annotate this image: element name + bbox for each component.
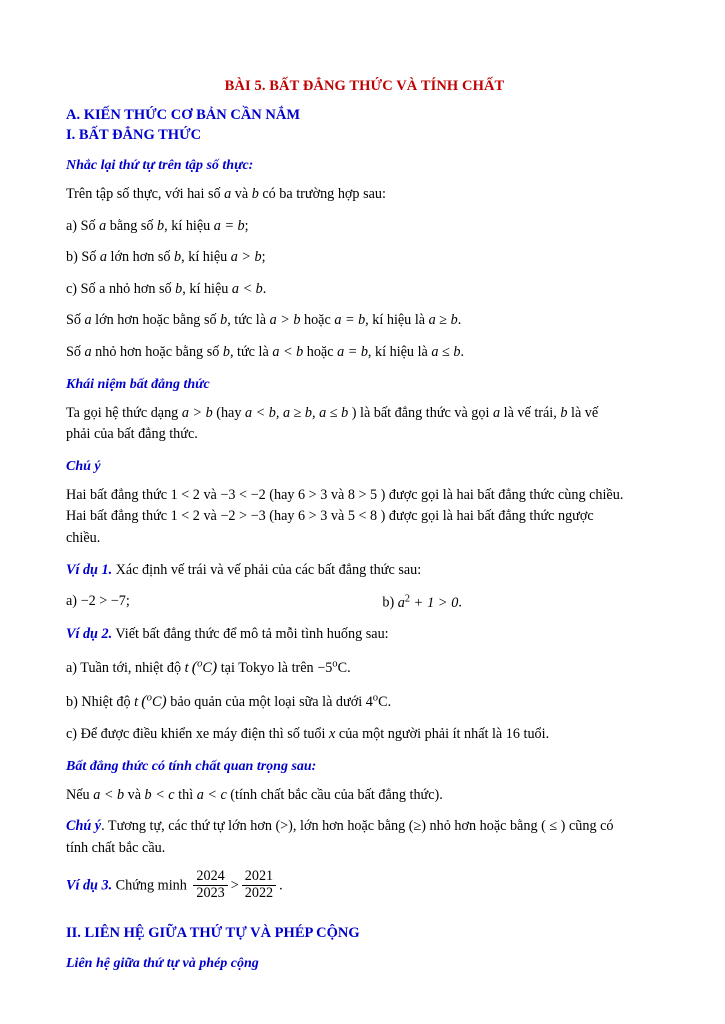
concept-var-a: a <box>492 404 501 421</box>
case-c-text-1: c) Số a nhỏ hơn số <box>66 280 176 297</box>
example-1-a-line <box>66 592 382 612</box>
le-text-1: Số <box>66 343 85 360</box>
paragraph-le-definition <box>66 343 663 363</box>
le-formula-2: a = b <box>337 343 368 360</box>
concept-formula-1: a > b <box>181 404 213 421</box>
le-formula-3: a ≤ b <box>431 343 461 360</box>
example-2-c-text-1: c) Để được điều khiển xe máy điện thì số tuổi <box>66 725 330 742</box>
fraction-1-denominator: 2023 <box>193 885 227 902</box>
case-c-var-b: b <box>175 280 183 297</box>
fraction-2-denominator: 2022 <box>242 885 276 902</box>
note2-formula-1: 1 < 2 <box>170 508 200 525</box>
prop-text-4: (tính chất bắc cầu của bất đẳng thức). <box>226 786 443 803</box>
concept-text-2: (hay <box>212 404 245 421</box>
example-1-a-end: ; <box>125 593 130 610</box>
note-2-label: Chú ý <box>66 818 102 835</box>
note2-text-1: Hai bất đẳng thức <box>66 508 171 525</box>
example-2-a-text-2: tại Tokyo là trên <box>217 660 318 677</box>
example-2-b-formula-1: t ($^o$C) <box>134 692 167 710</box>
ge-text-1: Số <box>66 312 85 329</box>
case-a-var-a: a <box>99 217 107 234</box>
paragraph-example-2-c <box>66 725 663 745</box>
example-2-b-text-1: b) Nhiệt độ <box>66 693 135 710</box>
ge-var-a: a <box>84 312 92 329</box>
case-c-end: . <box>262 280 267 297</box>
var-a: a <box>224 186 232 202</box>
case-b-text-1: b) Số <box>66 249 100 266</box>
example-2-c-var-x: x <box>329 725 336 742</box>
fraction-2021-2022 <box>242 869 276 902</box>
note2-text-3: (hay <box>265 508 299 525</box>
intro-text-2: có ba trường hợp sau: <box>258 186 386 202</box>
heading-section-i: I. BẤT ĐẲNG THỨC <box>66 127 202 143</box>
le-var-a: a <box>84 343 92 360</box>
note2-formula-2: −2 > −3 <box>220 508 266 525</box>
ge-text-2: lớn hơn hoặc bằng số <box>91 312 221 329</box>
paragraph-intro <box>66 185 663 205</box>
le-text-2: nhỏ hơn hoặc bằng số <box>91 343 223 360</box>
ge-text-5: , kí hiệu là <box>365 312 429 329</box>
paragraph-note-2-line-1 <box>66 817 663 837</box>
ge-text-4: hoặc <box>300 312 335 329</box>
note2-text-4: và <box>327 508 348 525</box>
example-2-c-text-2: của một người phải ít nhất là 16 tuổi. <box>335 725 550 742</box>
ge-var-b: b <box>220 312 228 329</box>
example-2-a-formula-2: $-5^oC$ <box>317 658 348 677</box>
paragraph-example-1 <box>66 561 663 581</box>
concept-text-1: Ta gọi hệ thức dạng <box>66 404 182 421</box>
example-3-operator: > <box>230 877 239 894</box>
paragraph-note-same-direction <box>66 486 663 506</box>
note1-formula-2: −3 < −2 <box>220 486 266 503</box>
case-b-var-a: a <box>99 249 107 266</box>
le-text-4: hoặc <box>303 343 338 360</box>
example-2-b-text-2: bảo quản của một loại sữa là dưới <box>166 693 366 710</box>
concept-text-3: ) là bất đẳng thức và gọi <box>348 404 493 421</box>
concept-text-5: là vế <box>567 404 599 421</box>
case-a-formula: a = b <box>213 217 245 234</box>
case-a-text-1: a) Số <box>66 217 100 234</box>
prop-formula-1: a < b <box>93 786 125 803</box>
example-2-a-formula-1: t ($^o$C) <box>184 658 218 677</box>
case-b-formula: a > b <box>230 249 262 266</box>
case-a-text-3: , kí hiệu <box>164 217 214 234</box>
paragraph-ge-definition <box>66 311 663 331</box>
example-2-b-end: . <box>387 693 392 710</box>
case-c-text-3: , kí hiệu <box>182 280 232 297</box>
case-b-var-b: b <box>174 249 182 266</box>
paragraph-note-opposite-direction <box>66 507 663 527</box>
example-1-b-formula: $a^2 + 1 > 0$ <box>397 593 459 611</box>
note1-text-4: và <box>327 486 348 503</box>
concept-var-b: b <box>560 404 568 421</box>
example-1-text: Xác định vế trái và vế phải của các bất đẳng thức sau: <box>112 561 422 578</box>
note2-formula-3: 6 > 3 <box>298 508 328 525</box>
example-2-a-end: . <box>347 660 351 677</box>
le-text-3: , tức là <box>229 343 273 360</box>
example-3-end: . <box>279 877 283 894</box>
le-formula-1: a < b <box>272 343 304 360</box>
paragraph-case-c <box>66 280 663 300</box>
paragraph-case-b <box>66 248 663 268</box>
paragraph-example-2-b <box>66 691 663 713</box>
paragraph-example-3 <box>66 870 663 903</box>
paragraph-case-a <box>66 217 663 237</box>
paragraph-note-2-line-2: tính chất bắc cầu. <box>66 839 166 856</box>
ge-formula-1: a > b <box>269 312 301 329</box>
subheading-order-on-reals: Nhắc lại thứ tự trên tập số thực: <box>66 158 254 173</box>
example-1-label: Ví dụ 1. <box>66 561 113 578</box>
prop-formula-3: a < c <box>196 786 227 803</box>
concept-formula-2: a < b, a ≥ b, a ≤ b <box>245 404 349 421</box>
example-1-item-a <box>66 592 382 625</box>
le-text-5: , kí hiệu là <box>367 343 432 360</box>
note2-text-5: ) được gọi là hai bất đẳng thức ngược <box>377 508 594 525</box>
example-1-a-formula: −2 > −7 <box>80 593 126 610</box>
example-1-items <box>66 592 663 625</box>
example-3-label: Ví dụ 3. <box>66 877 113 894</box>
ge-text-3: , tức là <box>227 312 270 329</box>
example-1-b-end: . <box>458 594 462 611</box>
intro-and: và <box>231 186 252 202</box>
example-2-b-formula-2: 4$^o$C <box>365 692 388 710</box>
case-b-text-2: lớn hơn số <box>107 249 175 266</box>
note1-text-1: Hai bất đẳng thức <box>66 486 171 503</box>
subheading-order-and-addition: Liên hệ giữa thứ tự và phép cộng <box>66 956 259 972</box>
intro-text-1: Trên tập số thực, với hai số <box>66 186 225 202</box>
paragraph-example-2-a <box>66 657 663 679</box>
note1-formula-4: 8 > 5 <box>347 486 378 503</box>
case-b-text-3: , kí hiệu <box>181 249 231 266</box>
le-var-b: b <box>222 343 230 360</box>
example-3-text: Chứng minh <box>112 877 191 894</box>
fraction-1-numerator: 2024 <box>196 868 225 885</box>
example-1-b-marker: b) <box>382 594 398 611</box>
fraction-2024-2023 <box>193 869 227 902</box>
example-2-a-text-1: a) Tuần tới, nhiệt độ <box>66 660 185 677</box>
example-1-a-marker: a) <box>66 593 81 610</box>
le-end: . <box>460 343 464 360</box>
ge-formula-2: a = b <box>334 312 366 329</box>
paragraph-note-line-3: chiều. <box>66 529 101 546</box>
note2-formula-4: 5 < 8 <box>347 508 378 525</box>
note1-text-3: (hay <box>265 486 299 503</box>
example-2-text: Viết bất đẳng thức để mô tả mỗi tình huống sau: <box>112 626 389 643</box>
note1-text-2: và <box>199 486 221 503</box>
paragraph-concept-line-1 <box>66 404 663 424</box>
page-title: BÀI 5. BẤT ĐẲNG THỨC VÀ TÍNH CHẤT <box>224 78 505 94</box>
prop-text-1: Nếu <box>66 786 94 803</box>
note-2-text-1: . Tương tự, các thứ tự lớn hơn (>), lớn hơn hoặc bằng (≥) nhỏ hơn hoặc bằng ( ≤ ) cũng có <box>101 818 614 835</box>
prop-text-2: và <box>124 786 145 803</box>
example-2-label: Ví dụ 2. <box>66 626 113 643</box>
prop-formula-2: b < c <box>144 786 175 803</box>
note2-text-2: và <box>199 508 221 525</box>
var-b: b <box>251 186 259 202</box>
concept-text-4: là vế trái, <box>500 404 561 421</box>
note1-formula-3: 6 > 3 <box>298 486 328 503</box>
case-a-end: ; <box>244 217 249 234</box>
subheading-properties: Bất đẳng thức có tính chất quan trọng sau: <box>66 758 317 774</box>
example-1-item-b <box>382 592 663 625</box>
example-1-b-line <box>382 592 663 613</box>
subheading-note-1: Chú ý <box>66 458 101 474</box>
subheading-inequality-concept: Khái niệm bất đẳng thức <box>66 376 210 392</box>
fraction-2-numerator: 2021 <box>244 868 274 885</box>
heading-section-a: A. KIẾN THỨC CƠ BẢN CẦN NẮM <box>66 107 301 123</box>
paragraph-example-2 <box>66 625 663 645</box>
case-c-formula: a < b <box>231 280 263 297</box>
paragraph-concept-line-2: phải của bất đẳng thức. <box>66 426 198 443</box>
note1-formula-1: 1 < 2 <box>170 486 200 503</box>
note1-text-5: ) được gọi là hai bất đẳng thức cùng chiều. <box>377 486 624 503</box>
case-b-end: ; <box>261 249 266 266</box>
case-a-text-2: bằng số <box>106 217 158 234</box>
prop-text-3: thì <box>174 786 197 803</box>
heading-section-ii: II. LIÊN HỆ GIỮA THỨ TỰ VÀ PHÉP CỘNG <box>66 925 360 942</box>
paragraph-transitive-property <box>66 786 663 806</box>
case-a-var-b: b <box>157 217 165 234</box>
ge-formula-3: a ≥ b <box>428 312 458 329</box>
ge-end: . <box>457 312 462 329</box>
